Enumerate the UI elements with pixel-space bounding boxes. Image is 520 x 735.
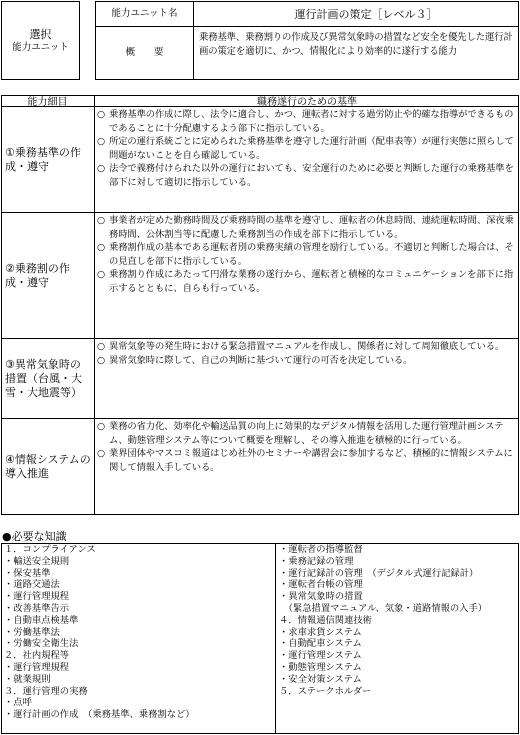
- circle-bullet-icon: ○: [97, 421, 106, 432]
- criteria-item: [95, 268, 516, 295]
- knowledge-item: ・自動車点検基準: [4, 614, 79, 626]
- criteria-text: 事業者が定めた勤務時間及び乗務時間の基準を遵守し、運転者の休息時間、連続運転時間、深夜乗務時間、公休割当等に配慮した乗務割当の作成を部下に指示している。: [109, 215, 514, 240]
- overview-label: 概 要: [95, 26, 194, 80]
- criteria-text: 異常気象時に際して、自己の判断に基づいて運行の可否を決定している。: [109, 354, 413, 366]
- criteria-item: [95, 241, 516, 268]
- knowledge-divider: [275, 543, 276, 734]
- knowledge-item: ・異常気象時の措置: [279, 591, 363, 603]
- knowledge-item: ・保安基準: [4, 567, 51, 579]
- criteria-text: 乗務基準の作成に際し、法令に適合し、かつ、運転者に対する過労防止や的確な指導ができるものであることに十分配慮するよう部下に指示している。: [109, 109, 514, 134]
- knowledge-item: ・労働基準法: [4, 626, 60, 638]
- knowledge-item: １．コンプライアンス: [4, 544, 96, 555]
- criteria-text: 法令で義務付けられた以外の運行においても、安全運行のために必要と判断した運行の乗務基準を部下に対して適切に指示している。: [109, 163, 514, 188]
- circle-bullet-icon: ○: [97, 109, 106, 120]
- circle-bullet-icon: ○: [97, 136, 106, 147]
- select-label: 選択: [29, 27, 52, 41]
- ability-item: ④情報システムの導入推進: [5, 453, 91, 480]
- knowledge-item: ・輸送安全規則: [4, 555, 70, 567]
- col-header-ability: 能力細目: [1, 95, 95, 107]
- ability-item: ②乗務割の作成・遵守: [5, 261, 70, 289]
- knowledge-item: ３．運行管理の実務: [4, 685, 88, 697]
- knowledge-item: （緊急措置マニュアル、気象・道路情報の入手）: [279, 602, 488, 614]
- knowledge-item: ・改善基準告示: [4, 602, 70, 614]
- circle-bullet-icon: ○: [97, 341, 106, 352]
- col-header-criteria: 職務遂行のための基準: [95, 95, 519, 107]
- criteria-list: [95, 420, 519, 474]
- overview-text: 乗務基準、乗務割りの作成及び異常気象時の措置など安全を優先した運行計画の策定を適切に、かつ、情報化により効率的に遂行する能力: [199, 32, 513, 57]
- knowledge-right-list: [279, 544, 517, 697]
- unit-name: [193, 1, 519, 27]
- knowledge-item: ・就業規則: [4, 673, 51, 685]
- knowledge-item: ・安全対策システム: [279, 673, 362, 685]
- criteria-item: [95, 420, 516, 447]
- knowledge-item: ・運行管理規程: [4, 661, 70, 673]
- knowledge-item: ・運行管理システム: [279, 650, 362, 662]
- criteria-list: [95, 108, 519, 189]
- knowledge-item: ・点呼: [4, 697, 32, 709]
- knowledge-left-list: [4, 544, 272, 721]
- criteria-item: [95, 162, 516, 189]
- circle-bullet-icon: ○: [97, 269, 106, 280]
- criteria-item: [95, 447, 516, 474]
- knowledge-item: ・自動配車システム: [279, 638, 362, 650]
- knowledge-item: ４．情報通信関連技術: [279, 614, 372, 626]
- knowledge-item: ・求車求貨システム: [279, 626, 362, 638]
- criteria-text: 乗務割り作成にあたって円滑な業務の遂行から、運転者と積極的なコミュニケーションを部下に指示するとともに、自らも行っている。: [109, 269, 514, 294]
- knowledge-item: ・乗務記録の管理: [279, 555, 354, 567]
- overview: [193, 26, 519, 80]
- criteria-text: 業界団体やマスコミ報道はじめ社外のセミナーや講習会に参加するなど、積極的に情報システムに関して情報入手している。: [109, 448, 513, 473]
- knowledge-item: ・運行計画の作成 （乗務基準、乗務割など）: [4, 709, 195, 721]
- knowledge-item: ・労働安全衛生法: [4, 638, 79, 650]
- criteria-text: 業務の省力化、効率化や輸送品質の向上に効果的なデジタル情報を活用した運行管理計画システム、動態管理システム等について概要を理解し、その導入推進を積極的に行っている。: [109, 421, 504, 446]
- unit-name-text: 運行計画の策定［レベル３］: [294, 8, 438, 21]
- knowledge-item: ・運転者台帳の管理: [279, 579, 363, 591]
- knowledge-item: ・運行記録計の管理 （デジタル式運行記録計）: [279, 567, 479, 579]
- selection-box: [1, 1, 80, 80]
- knowledge-item: ・動態管理システム: [279, 661, 362, 673]
- ability-item: ①乗務基準の作成・遵守: [5, 145, 81, 173]
- criteria-item: [95, 214, 516, 241]
- criteria-text: 乗務割作成の基本である運転者別の乗務実績の管理を励行している。不適切と判断した場合は、その見直しを部下に指示している。: [109, 242, 514, 267]
- criteria-list: [95, 214, 519, 295]
- criteria-item: [95, 354, 516, 368]
- knowledge-item: ５．ステークホルダー: [279, 685, 372, 697]
- circle-bullet-icon: ○: [97, 215, 106, 226]
- criteria-text: 異常気象等の発生時における緊急措置マニュアルを作成し、関係者に対して周知徹底している。: [109, 341, 505, 352]
- circle-bullet-icon: ○: [97, 354, 106, 366]
- knowledge-item: ２．社内規程等: [4, 650, 70, 662]
- knowledge-item: ・運行管理規程: [4, 591, 70, 603]
- circle-bullet-icon: ○: [97, 242, 106, 253]
- circle-bullet-icon: ○: [97, 163, 106, 174]
- criteria-text: 所定の運行系統ごとに定められた乗務基準を遵守した運行計画（配車表等）が運行実態に照らして問題がないことを自ら確認している。: [109, 136, 514, 161]
- knowledge-title: ●必要な知識: [2, 530, 67, 543]
- ability-item: ③異常気象時の措置（台風・大雪・大地震等）: [5, 357, 82, 399]
- knowledge-item: ・運転者の指導監督: [279, 544, 363, 555]
- circle-bullet-icon: ○: [97, 448, 106, 459]
- unit-label: 能力ユニット: [12, 41, 69, 53]
- unit-name-label: 能力ユニット名: [95, 1, 194, 27]
- knowledge-item: ・道路交通法: [4, 579, 60, 591]
- criteria-list: [95, 340, 519, 367]
- criteria-item: [95, 135, 516, 162]
- criteria-item: [95, 108, 516, 135]
- criteria-item: [95, 340, 516, 354]
